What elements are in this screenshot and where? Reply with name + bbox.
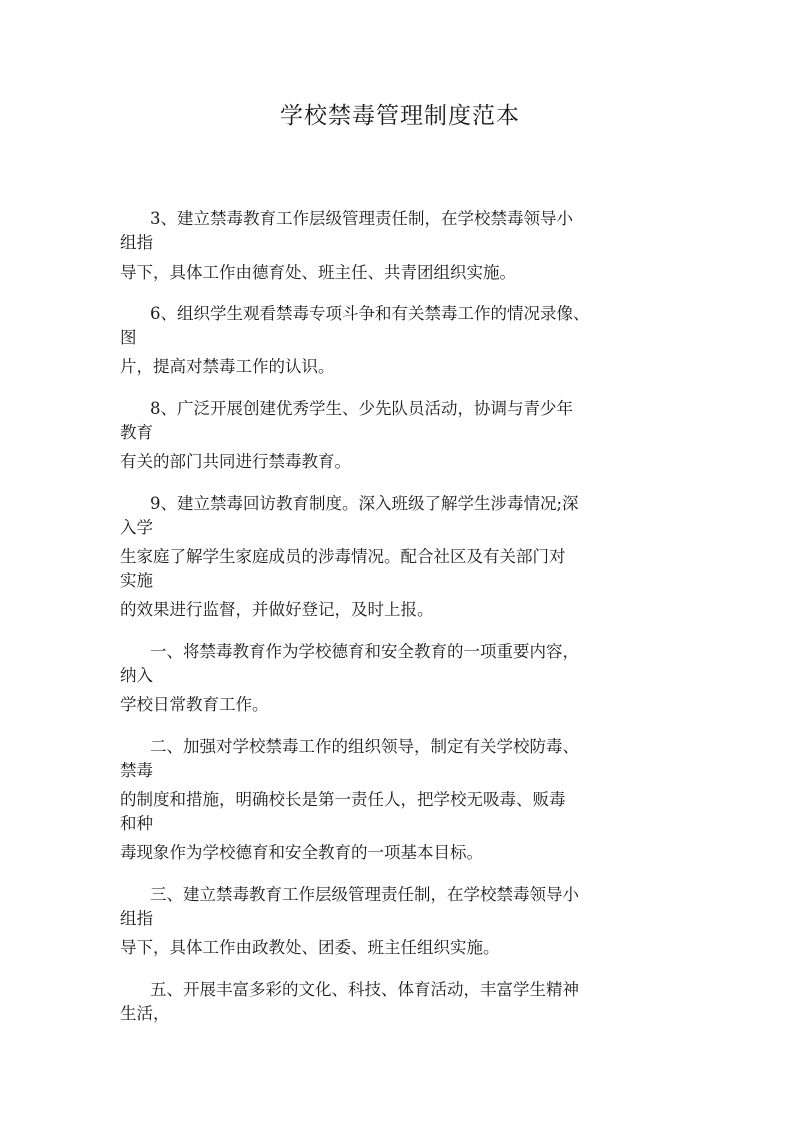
paragraph-line: 五、开展丰富多彩的文化、科技、体育活动，丰富学生精神 — [150, 980, 579, 999]
paragraph-line: 的制度和措施，明确校长是第一责任人，把学校无吸毒、贩毒 — [120, 790, 566, 809]
paragraph-line: 导下，具体工作由德育处、班主任、共青团组织实施。 — [120, 263, 516, 282]
paragraph-line: 纳入 — [120, 666, 153, 685]
paragraph-line: 生家庭了解学生家庭成员的涉毒情况。配合社区及有关部门对 — [120, 547, 566, 566]
paragraph-line: 一、将禁毒教育作为学校德育和安全教育的一项重要内容， — [150, 642, 579, 661]
paragraph-line: 有关的部门共同进行禁毒教育。 — [120, 452, 351, 471]
paragraph-line: 导下，具体工作由政教处、团委、班主任组织实施。 — [120, 938, 500, 957]
paragraph-line: 组指 — [120, 233, 153, 252]
paragraph-line: 9、建立禁毒回访教育制度。深入班级了解学生涉毒情况;深 — [150, 494, 579, 513]
paragraph-line: 组指 — [120, 909, 153, 928]
page-title: 学校禁毒管理制度范本 — [280, 103, 520, 129]
paragraph-line: 教育 — [120, 423, 153, 442]
paragraph-line: 图 — [120, 328, 137, 347]
paragraph-line: 的效果进行监督，并做好登记，及时上报。 — [120, 600, 434, 619]
paragraph-line: 三、建立禁毒教育工作层级管理责任制，在学校禁毒领导小 — [150, 885, 579, 904]
paragraph-line: 8、广泛开展创建优秀学生、少先队员活动，协调与青少年 — [150, 399, 573, 418]
paragraph-line: 6、组织学生观看禁毒专项斗争和有关禁毒工作的情况录像、 — [150, 304, 590, 323]
paragraph-line: 入学 — [120, 518, 153, 537]
paragraph-line: 禁毒 — [120, 761, 153, 780]
paragraph-line: 二、加强对学校禁毒工作的组织领导，制定有关学校防毒、 — [150, 737, 579, 756]
paragraph-line: 实施 — [120, 571, 153, 590]
paragraph-line: 和种 — [120, 814, 153, 833]
paragraph-line: 毒现象作为学校德育和安全教育的一项基本目标。 — [120, 843, 483, 862]
paragraph-line: 生活， — [120, 1004, 170, 1023]
paragraph-line: 学校日常教育工作。 — [120, 695, 269, 714]
paragraph-line: 片，提高对禁毒工作的认识。 — [120, 357, 335, 376]
paragraph-line: 3、建立禁毒教育工作层级管理责任制，在学校禁毒领导小 — [150, 209, 573, 228]
